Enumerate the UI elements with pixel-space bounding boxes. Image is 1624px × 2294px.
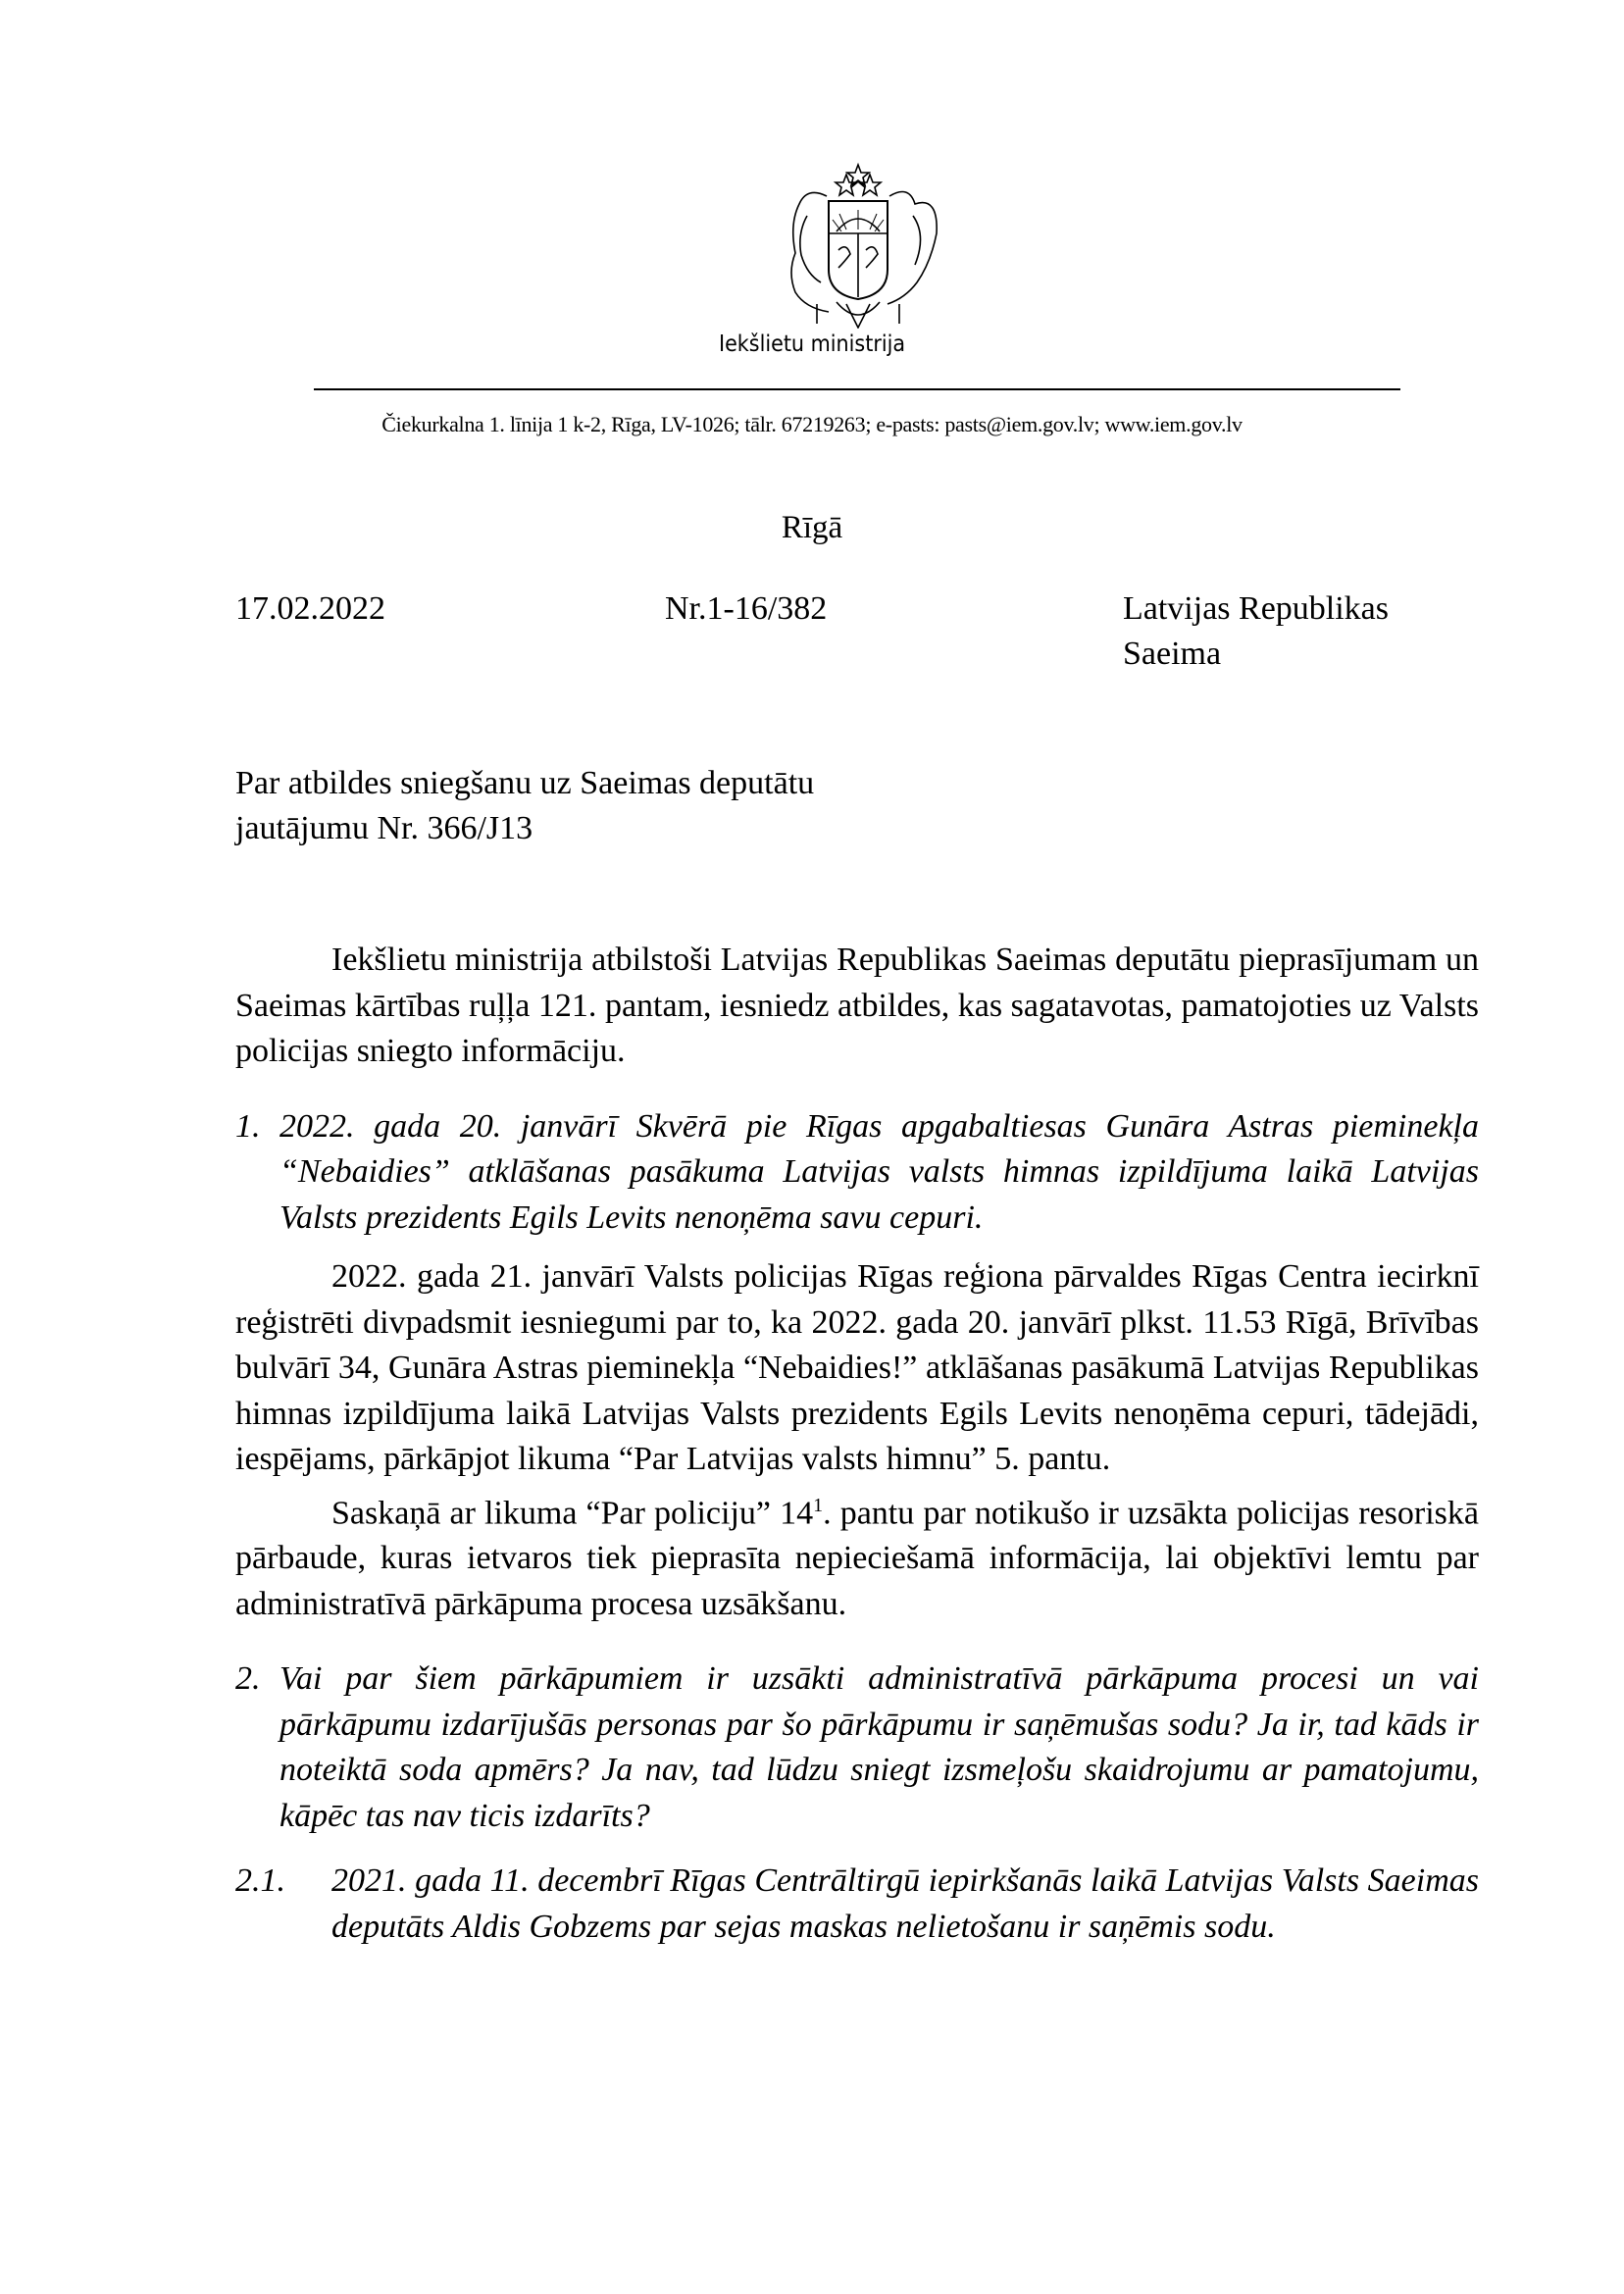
recipient	[1123, 586, 1389, 677]
header-divider	[314, 388, 1400, 390]
subject-line: Par atbildes sniegšanu uz Saeimas deputātu	[235, 765, 815, 801]
intro-paragraph: Iekšlietu ministrija atbilstoši Latvijas Republikas Saeimas deputātu pieprasījumam un Saeimas kārtības ruļļa 121. pantam, iesniedz atbildes, kas sagatavotas, pamatojoties uz Valsts policijas sniegto informāciju.	[235, 942, 1479, 1069]
question-1	[235, 1104, 1479, 1242]
answer-text: Saskaņā ar likuma “Par policiju” 14	[331, 1494, 814, 1531]
place-of-issue: Rīgā	[781, 510, 843, 545]
question-2	[235, 1657, 1479, 1839]
coat-of-arms-emblem	[748, 157, 969, 329]
subject	[235, 761, 814, 851]
answer-paragraph: 2022. gada 21. janvārī Valsts policijas Rīgas reģiona pārvaldes Rīgas Centra iecirknī reģistrēti divpadsmit iesniegumi par to, ka 2022. gada 20. janvārī plkst. 11.53 Rīgā, Brīvības bulvārī 34, Gunāra Astras pieminekļa “Nebaidies!” atklāšanas pasākumā Latvijas Republikas himnas izpildījuma laikā Latvijas Valsts prezidents Egils Levits nenoņēma cepuri, tādejādi, iespējams, pārkāpjot likuma “Par Latvijas valsts himnu” 5. pantu.	[235, 1258, 1479, 1477]
subject-line: jautājumu Nr. 366/J13	[235, 810, 533, 846]
question-number: 2.	[235, 1660, 261, 1698]
stars-icon	[836, 165, 881, 195]
question-number: 2.1.	[235, 1862, 285, 1900]
answer-text: . pantu par notikušo ir uzsākta policijas resoriskā pārbaude, kuras ietvaros tiek pieprasīta nepieciešamā informācija, lai objektīvi lemtu par administratīvā pārkāpuma procesa uzsākšanu.	[235, 1494, 1479, 1622]
document-number: Nr.1-16/382	[665, 590, 828, 627]
letter-body	[235, 938, 1479, 1950]
document-date: 17.02.2022	[235, 590, 385, 627]
superscript: 1	[813, 1494, 824, 1516]
recipient-line: Saeima	[1123, 636, 1222, 672]
question-text: 2021. gada 11. decembrī Rīgas Centrāltirgū iepirkšanās laikā Latvijas Valsts Saeimas deputāts Aldis Gobzems par sejas maskas nelietošanu ir saņēmis sodu.	[331, 1862, 1479, 1945]
question-text: 2022. gada 20. janvārī Skvērā pie Rīgas apgabaltiesas Gunāra Astras pieminekļa “Nebaidies” atklāšanas pasākuma Latvijas valsts himnas izpildījuma laikā Latvijas Valsts prezidents Egils Levits nenoņēma savu cepuri.	[279, 1107, 1479, 1236]
answer-paragraph	[235, 1483, 1479, 1628]
recipient-line: Latvijas Republikas	[1123, 590, 1390, 627]
question-number: 1.	[235, 1107, 261, 1145]
question-2-1	[235, 1859, 1479, 1950]
question-text: Vai par šiem pārkāpumiem ir uzsākti administratīvā pārkāpuma procesi un vai pārkāpumu izdarījušās personas par šo pārkāpumu ir saņēmušas sodu? Ja ir, tad kāds ir noteiktā soda apmērs? Ja nav, tad lūdzu sniegt izsmeļošu skaidrojumu ar pamatojumu, kāpēc tas nav ticis izdarīts?	[279, 1660, 1479, 1834]
ministry-name: Iekšlietu ministrija	[718, 331, 906, 357]
contact-address: Čiekurkalna 1. līnija 1 k-2, Rīga, LV-1026; tālr. 67219263; e-pasts: pasts@iem.gov.lv; www.iem.gov.lv	[381, 412, 1243, 436]
